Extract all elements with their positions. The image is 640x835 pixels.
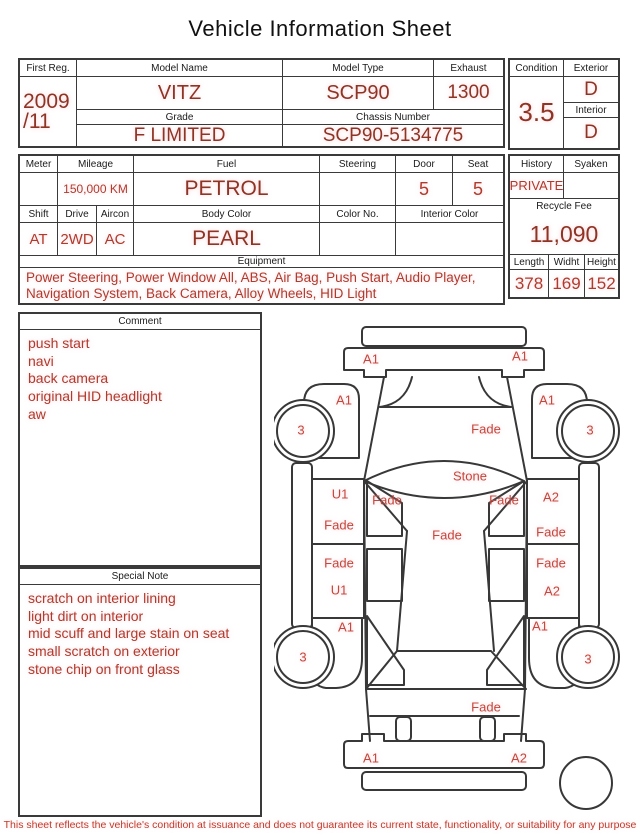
- registration-table: [18, 58, 505, 148]
- special-note-line: scratch on interior lining: [28, 590, 176, 606]
- fuel-value: PETROL: [134, 173, 320, 206]
- interior-color-label: Interior Color: [396, 206, 503, 223]
- drive-label: Drive: [58, 206, 97, 223]
- aircon-label: Aircon: [97, 206, 134, 223]
- damage-marker: A2: [543, 489, 559, 505]
- damage-marker: U1: [330, 582, 348, 598]
- syaken-label: Syaken: [564, 156, 618, 173]
- first-reg-label: First Reg.: [20, 60, 77, 77]
- damage-marker: Fade: [324, 517, 354, 533]
- page-title: Vehicle Information Sheet: [188, 16, 452, 41]
- interior-color-value: [396, 223, 503, 256]
- grade-label: Grade: [77, 110, 283, 125]
- diagram-marker-layer: [274, 313, 634, 813]
- shift-value: AT: [20, 223, 58, 256]
- recycle-fee-value: 11,090: [510, 214, 618, 255]
- drive-value: 2WD: [58, 223, 97, 256]
- body-color-value: PEARL: [134, 223, 320, 256]
- comment-body: [20, 330, 260, 565]
- chassis-number-label: Chassis Number: [283, 110, 503, 125]
- damage-marker: A1: [539, 392, 555, 408]
- damage-marker: 3: [584, 651, 592, 667]
- damage-marker: A1: [336, 392, 352, 408]
- seat-label: Seat: [453, 156, 503, 173]
- damage-marker: 3: [297, 422, 305, 438]
- color-no-value: [320, 223, 396, 256]
- damage-marker: Fade: [536, 524, 566, 540]
- damage-marker: A2: [544, 583, 560, 599]
- comment-line: push start: [28, 335, 90, 351]
- damage-marker: Stone: [453, 468, 487, 484]
- damage-marker: Fade: [471, 421, 501, 437]
- door-value: 5: [396, 173, 453, 206]
- comment-line: aw: [28, 405, 46, 422]
- interior-value: D: [584, 122, 598, 143]
- damage-marker: A1: [338, 619, 354, 635]
- damage-marker: A1: [532, 618, 548, 634]
- seat-value: 5: [453, 173, 503, 206]
- steering-label: Steering: [320, 156, 396, 173]
- special-note-label: Special Note: [20, 569, 260, 585]
- specs-table: [18, 154, 505, 305]
- damage-marker: A1: [363, 750, 379, 766]
- fuel-label: Fuel: [134, 156, 320, 173]
- damage-marker: Fade: [489, 492, 519, 508]
- special-note-line: mid scuff and large stain on seat: [28, 625, 230, 642]
- mileage-label: Mileage: [58, 156, 134, 173]
- first-reg-month: /11: [23, 109, 51, 133]
- car-damage-diagram: [274, 313, 634, 813]
- model-name-value: VITZ: [77, 77, 283, 110]
- damage-marker: 3: [299, 649, 307, 665]
- specs-row-2: [20, 206, 503, 256]
- history-value: PRIVATE: [510, 173, 564, 199]
- height-label: Height: [585, 255, 618, 270]
- history-label: History: [510, 156, 564, 173]
- width-label: Widht: [549, 255, 585, 270]
- model-type-value: SCP90: [283, 77, 434, 110]
- damage-marker: U1: [331, 486, 349, 502]
- damage-marker: Fade: [372, 492, 402, 508]
- first-reg-year: 2009: [23, 89, 70, 113]
- damage-marker: Fade: [536, 555, 566, 571]
- comment-line: original HID headlight: [28, 387, 162, 404]
- condition-value: 3.5: [510, 77, 564, 148]
- meter-value: [20, 173, 58, 206]
- color-no-label: Color No.: [320, 206, 396, 223]
- specs-row-1: [20, 156, 503, 206]
- exterior-value: D: [564, 77, 618, 103]
- damage-marker: A1: [363, 351, 379, 367]
- equipment-value: Power Steering, Power Window All, ABS, Air Bag, Push Start, Audio Player, Navigation System, Back Camera, Alloy Wheels, HID Light: [26, 270, 476, 301]
- damage-marker: A2: [511, 750, 527, 766]
- meter-label: Meter: [20, 156, 58, 173]
- disclaimer-text: This sheet reflects the vehicle's condition at issuance and does not guarantee its current state, functionality, or suitability for any purpose: [3, 819, 637, 831]
- shift-label: Shift: [20, 206, 58, 223]
- equipment-label: Equipment: [20, 256, 503, 268]
- model-type-label: Model Type: [283, 60, 434, 77]
- height-value: 152: [587, 273, 616, 293]
- mileage-value: 150,000 KM: [58, 173, 134, 206]
- comment-label: Comment: [20, 314, 260, 330]
- special-note-line: light dirt on interior: [28, 607, 144, 624]
- condition-label: Condition: [510, 60, 564, 77]
- syaken-value: [564, 173, 618, 199]
- damage-marker: Fade: [471, 699, 501, 715]
- width-value: 169: [549, 270, 585, 297]
- comment-line: back camera: [28, 370, 109, 387]
- damage-marker: Fade: [432, 527, 462, 543]
- length-label: Length: [510, 255, 549, 270]
- steering-value: [320, 173, 396, 206]
- special-note-body: [20, 585, 260, 815]
- length-value: 378: [510, 270, 549, 297]
- special-note-line: stone chip on front glass: [28, 660, 180, 677]
- exhaust-label: Exhaust: [434, 60, 503, 77]
- damage-marker: Fade: [324, 555, 354, 571]
- special-note-line: small scratch on exterior: [28, 642, 180, 659]
- chassis-number-value: SCP90-5134775: [322, 125, 464, 146]
- dimensions-row: [510, 255, 618, 297]
- condition-panel: [508, 58, 620, 150]
- interior-label: Interior: [564, 103, 618, 118]
- history-row: [510, 156, 618, 199]
- recycle-fee-label: Recycle Fee: [536, 201, 592, 212]
- body-color-label: Body Color: [134, 206, 320, 223]
- damage-marker: 3: [586, 422, 594, 438]
- damage-marker: A1: [512, 348, 528, 364]
- aircon-value: AC: [97, 223, 134, 256]
- first-reg-value: [20, 77, 77, 146]
- comment-line: navi: [28, 352, 54, 369]
- comment-box: [18, 312, 262, 567]
- exhaust-value: 1300: [434, 77, 503, 110]
- door-label: Door: [396, 156, 453, 173]
- exterior-label: Exterior: [564, 60, 618, 77]
- history-panel: [508, 154, 620, 299]
- special-note-box: [18, 567, 262, 817]
- grade-value: F LIMITED: [77, 125, 283, 146]
- model-name-label: Model Name: [77, 60, 283, 77]
